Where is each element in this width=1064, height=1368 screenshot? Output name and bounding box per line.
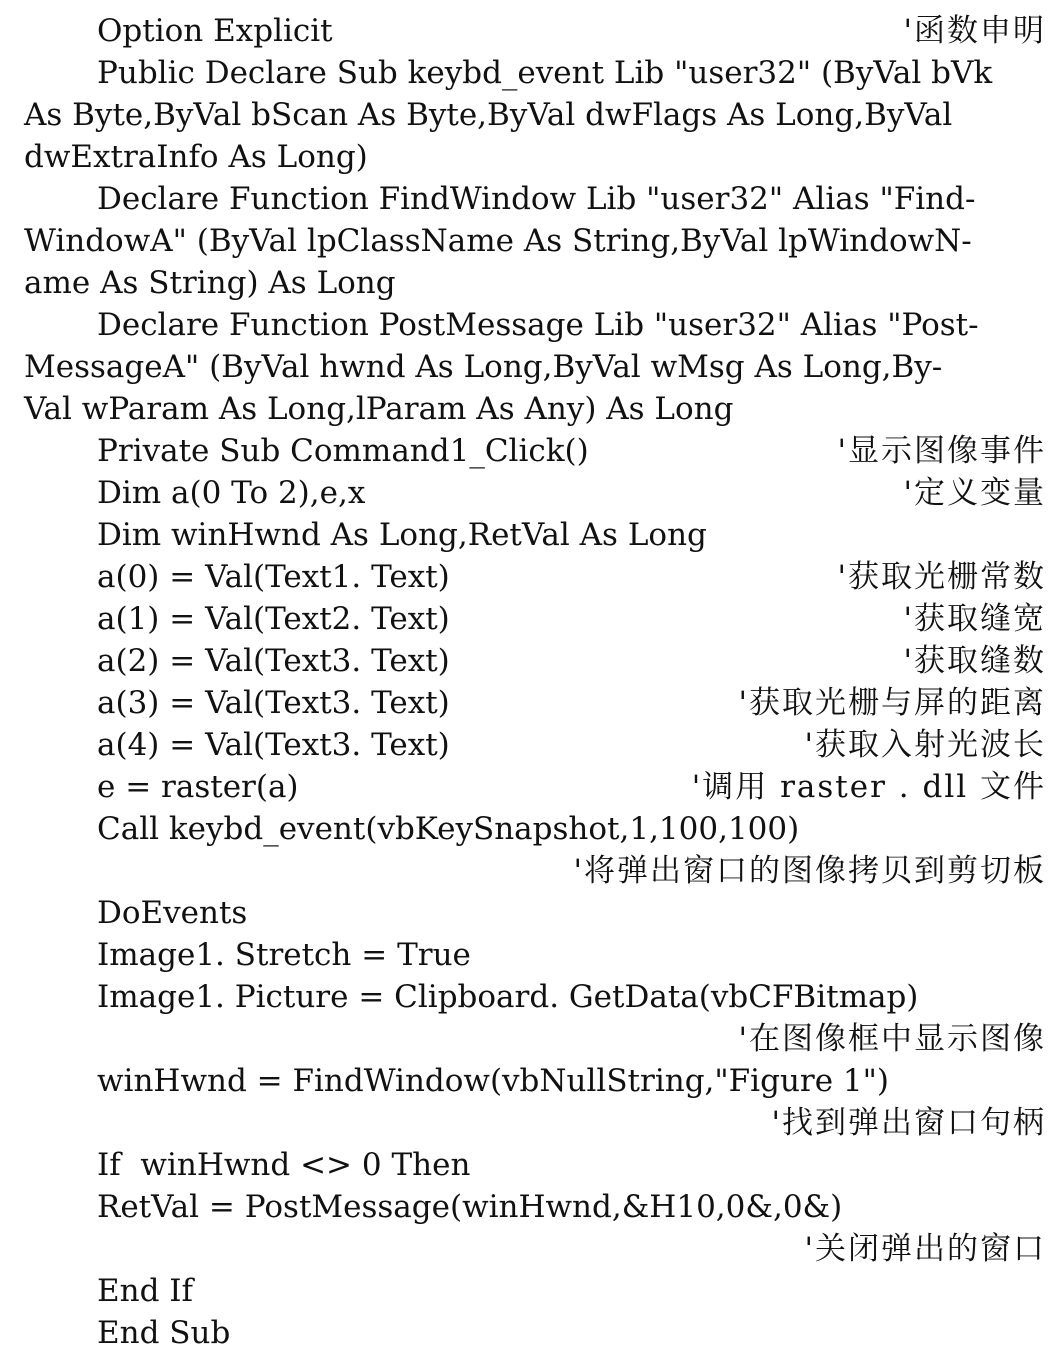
code-line xyxy=(0,682,1064,724)
code-text: a(0) = Val(Text1. Text) xyxy=(97,559,450,595)
code-text: Image1. Picture = Clipboard. GetData(vbCFBitmap) xyxy=(97,979,919,1015)
code-line xyxy=(0,1018,1064,1060)
code-text: Private Sub Command1_Click() xyxy=(97,433,589,469)
code-text: As Byte,ByVal bScan As Byte,ByVal dwFlags As Long,ByVal xyxy=(24,97,953,133)
code-text: MessageA" (ByVal hwnd As Long,ByVal wMsg As Long,By- xyxy=(24,349,943,385)
code-line xyxy=(0,94,1064,136)
code-line xyxy=(0,178,1064,220)
code-text: Declare Function PostMessage Lib "user32" Alias "Post- xyxy=(97,307,979,343)
code-line xyxy=(0,1228,1064,1270)
code-line xyxy=(0,52,1064,94)
code-line xyxy=(0,556,1064,598)
code-line xyxy=(0,472,1064,514)
code-comment: '定义变量 xyxy=(903,475,1046,511)
code-line xyxy=(0,1312,1064,1354)
code-text: Public Declare Sub keybd_event Lib "user32" (ByVal bVk xyxy=(97,55,993,91)
code-line xyxy=(0,850,1064,892)
code-comment: '获取缝数 xyxy=(903,643,1046,679)
code-text: End If xyxy=(97,1273,194,1309)
code-comment: '获取光栅与屏的距离 xyxy=(738,685,1046,721)
code-comment: '将弹出窗口的图像拷贝到剪切板 xyxy=(573,853,1046,889)
code-comment: '调用 raster . dll 文件 xyxy=(691,769,1046,805)
code-text: Declare Function FindWindow Lib "user32" Alias "Find- xyxy=(97,181,976,217)
code-line xyxy=(0,1144,1064,1186)
code-comment: '获取光栅常数 xyxy=(837,559,1046,595)
code-line xyxy=(0,10,1064,52)
code-text: If winHwnd <> 0 Then xyxy=(97,1147,471,1183)
code-text: a(2) = Val(Text3. Text) xyxy=(97,643,450,679)
code-line xyxy=(0,976,1064,1018)
code-line xyxy=(0,598,1064,640)
code-text: Dim winHwnd As Long,RetVal As Long xyxy=(97,517,707,553)
code-line xyxy=(0,1102,1064,1144)
code-text: RetVal = PostMessage(winHwnd,&H10,0&,0&) xyxy=(97,1189,843,1225)
code-comment: '函数申明 xyxy=(903,13,1046,49)
code-line xyxy=(0,430,1064,472)
code-text: Call keybd_event(vbKeySnapshot,1,100,100) xyxy=(97,811,800,847)
code-line xyxy=(0,388,1064,430)
code-text: DoEvents xyxy=(97,895,248,931)
code-text: winHwnd = FindWindow(vbNullString,"Figure 1") xyxy=(97,1063,889,1099)
code-comment: '显示图像事件 xyxy=(837,433,1046,469)
code-text: End Sub xyxy=(97,1315,231,1351)
code-comment: '找到弹出窗口句柄 xyxy=(771,1105,1046,1141)
code-line xyxy=(0,892,1064,934)
code-line xyxy=(0,220,1064,262)
code-text: dwExtraInfo As Long) xyxy=(24,139,368,175)
code-comment: '关闭弹出的窗口 xyxy=(804,1231,1046,1267)
code-text: WindowA" (ByVal lpClassName As String,ByVal lpWindowN- xyxy=(24,223,972,259)
code-line xyxy=(0,514,1064,556)
code-line xyxy=(0,724,1064,766)
code-line xyxy=(0,934,1064,976)
code-comment: '获取缝宽 xyxy=(903,601,1046,637)
code-text: Val wParam As Long,lParam As Any) As Long xyxy=(24,391,734,427)
code-line xyxy=(0,136,1064,178)
code-line xyxy=(0,1186,1064,1228)
code-text: Image1. Stretch = True xyxy=(97,937,471,973)
code-line xyxy=(0,640,1064,682)
code-text: a(1) = Val(Text2. Text) xyxy=(97,601,450,637)
code-line xyxy=(0,1060,1064,1102)
code-line xyxy=(0,766,1064,808)
code-line xyxy=(0,808,1064,850)
code-line xyxy=(0,262,1064,304)
code-line xyxy=(0,346,1064,388)
code-line xyxy=(0,1270,1064,1312)
code-comment: '获取入射光波长 xyxy=(804,727,1046,763)
code-text: a(4) = Val(Text3. Text) xyxy=(97,727,450,763)
code-comment: '在图像框中显示图像 xyxy=(738,1021,1046,1057)
code-text: e = raster(a) xyxy=(97,769,299,805)
code-text: ame As String) As Long xyxy=(24,265,396,301)
code-text: Dim a(0 To 2),e,x xyxy=(97,475,366,511)
code-text: a(3) = Val(Text3. Text) xyxy=(97,685,450,721)
code-line xyxy=(0,304,1064,346)
code-text: Option Explicit xyxy=(97,13,333,49)
